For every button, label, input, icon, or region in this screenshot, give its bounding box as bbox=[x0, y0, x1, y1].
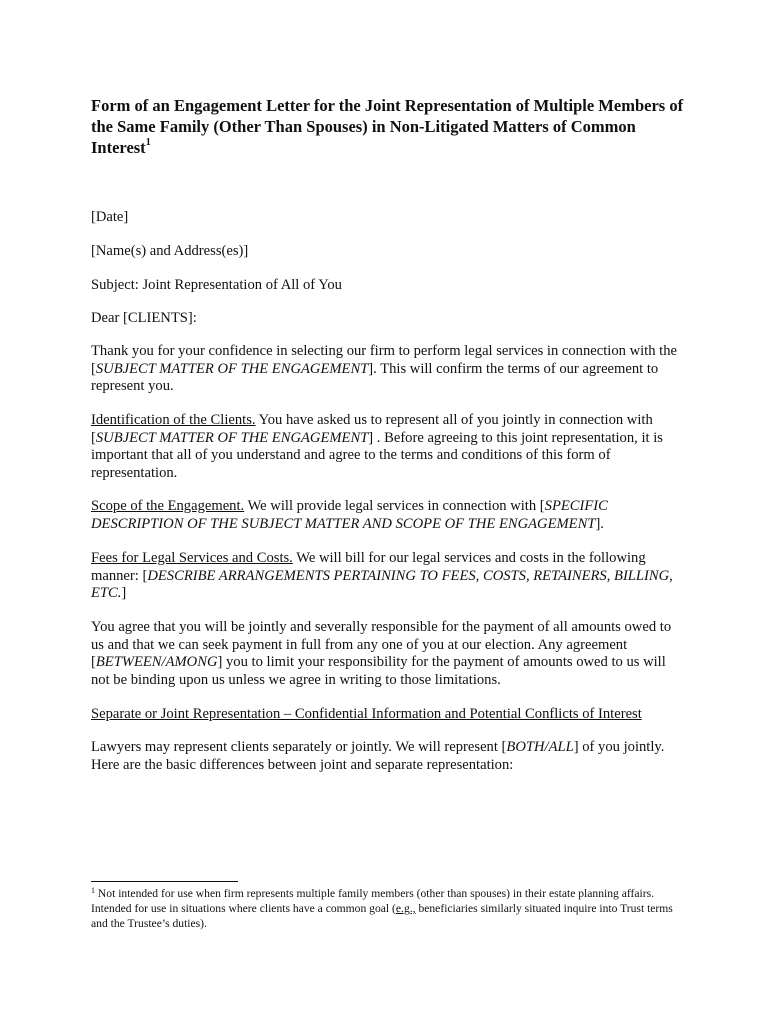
p2-placeholder: SUBJECT MATTER OF THE ENGAGEMENT bbox=[95, 429, 369, 446]
p5-placeholder: BETWEEN/AMONG bbox=[95, 654, 218, 670]
p2-text-a: You have asked us to represent all of you jointly in connection with [ bbox=[91, 412, 653, 446]
p2-heading: Identification of the Clients. bbox=[91, 412, 256, 428]
paragraph-fees bbox=[91, 550, 683, 603]
p1-placeholder: SUBJECT MATTER OF THE ENGAGEMENT bbox=[95, 360, 369, 377]
title-footnote-ref: 1 bbox=[145, 137, 151, 148]
p7-text-a: Lawyers may represent clients separately or jointly. We will represent [ bbox=[91, 739, 507, 755]
paragraph-liability bbox=[91, 619, 683, 689]
p4-text-c: ] bbox=[121, 585, 127, 601]
section-heading-representation bbox=[91, 706, 683, 724]
title-text: Form of an Engagement Letter for the Joint Representation of Multiple Members of the Same Family (Other Than Spouses) in Non-Litigated Matters of Common Interest bbox=[91, 96, 684, 157]
p3-text-a: We will provide legal services in connection with [ bbox=[244, 498, 545, 514]
footnote-eg: e.g., bbox=[395, 902, 416, 915]
p4-text-a: We will bill for our legal services and costs in the following manner: [ bbox=[91, 550, 646, 584]
document-title bbox=[91, 95, 691, 158]
p2-text-c: ] . Before agreeing to this joint representation, it is important that all of you understand and agree to the terms and conditions of this form of representation. bbox=[91, 429, 663, 481]
p7-placeholder: BOTH/ALL bbox=[506, 739, 574, 755]
p6-heading: Separate or Joint Representation – Confidential Information and Potential Conflicts of Interest bbox=[91, 706, 642, 722]
footnote-text-b: beneficiaries similarly situated inquire into Trust terms and the Trustee’s duties). bbox=[91, 902, 673, 930]
p1-text-c: ]. This will confirm the terms of our agreement to represent you. bbox=[91, 360, 659, 394]
footnote-text-a: Not intended for use when firm represents multiple family members (other than spouses) in their estate planning affairs. Intended for use in situations where clients have a common goal ( bbox=[91, 887, 655, 915]
subject-line: Subject: Joint Representation of All of You bbox=[91, 277, 342, 293]
p5-text-c: ] you to limit your responsibility for the payment of amounts owed to us will not be binding upon us unless we agree in writing to those limitations. bbox=[91, 654, 666, 688]
salutation: Dear [CLIENTS]: bbox=[91, 310, 197, 326]
paragraph-scope bbox=[91, 498, 683, 533]
p4-heading: Fees for Legal Services and Costs. bbox=[91, 550, 293, 566]
footnote-number: 1 bbox=[91, 886, 95, 895]
recipient-placeholder: [Name(s) and Address(es)] bbox=[91, 243, 249, 259]
footnote bbox=[91, 886, 681, 931]
footnote-separator bbox=[91, 881, 238, 882]
p3-heading: Scope of the Engagement. bbox=[91, 498, 245, 514]
p3-text-c: ]. bbox=[595, 515, 604, 532]
date-placeholder: [Date] bbox=[91, 209, 129, 225]
p4-placeholder: DESCRIBE ARRANGEMENTS PERTAINING TO FEES, COSTS, RETAINERS, BILLING, ETC. bbox=[91, 567, 673, 601]
p7-text-c: ] of you jointly. Here are the basic differences between joint and separate representation: bbox=[91, 739, 665, 773]
p5-text-a: You agree that you will be jointly and severally responsible for the payment of all amounts owed to us and that we can seek payment in full from any one of you at our election. Any agreement [ bbox=[91, 619, 672, 670]
p1-text-a: Thank you for your confidence in selecting our firm to perform legal services in connection with the [ bbox=[91, 343, 677, 377]
paragraph-intro bbox=[91, 343, 683, 396]
p3-placeholder: SPECIFIC DESCRIPTION OF THE SUBJECT MATTER AND SCOPE OF THE ENGAGEMENT bbox=[91, 498, 608, 532]
paragraph-representation bbox=[91, 739, 683, 774]
paragraph-identification bbox=[91, 412, 683, 482]
